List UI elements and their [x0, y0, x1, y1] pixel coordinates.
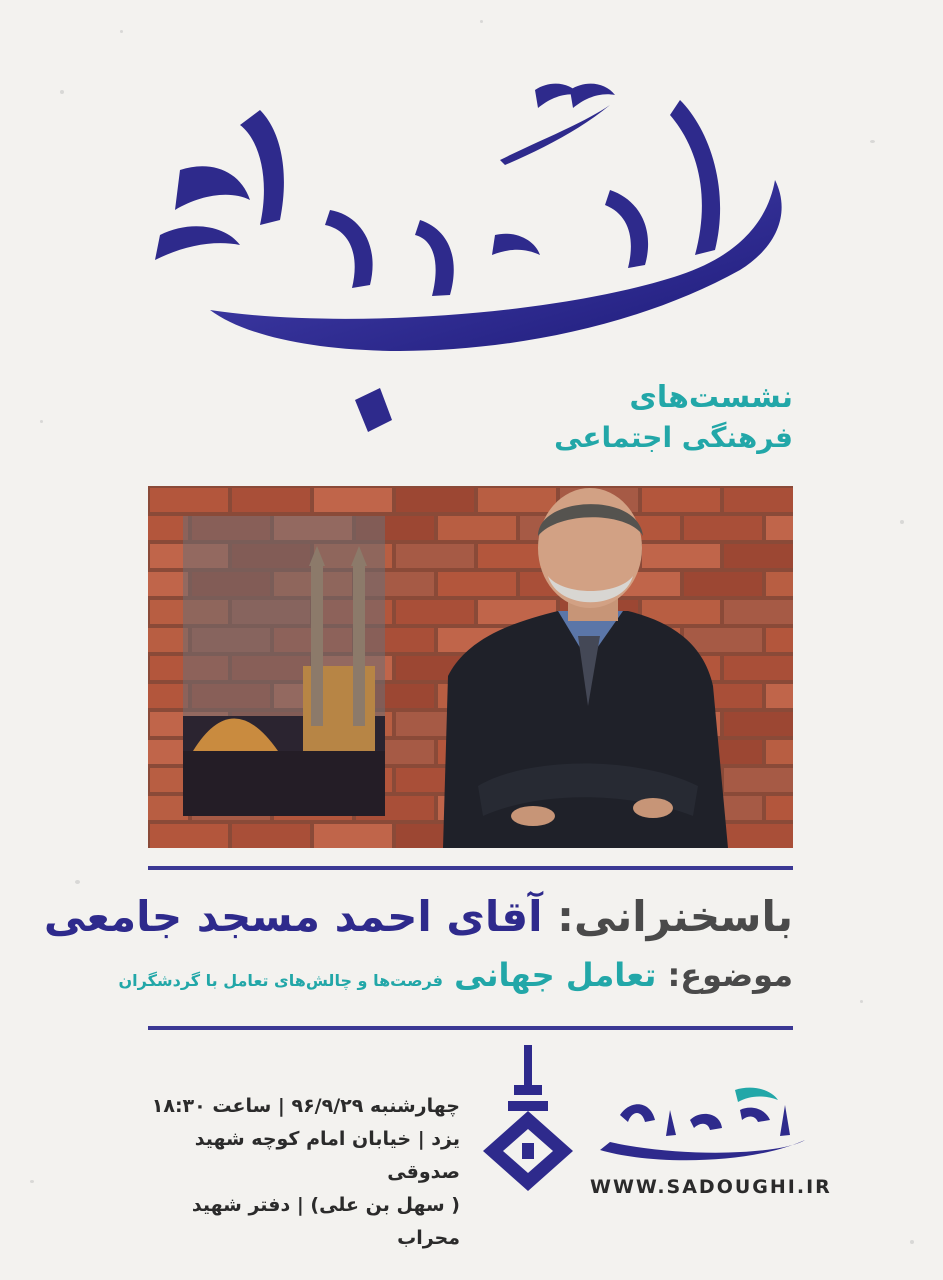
event-venue: ( سهل بن علی) | دفتر شهید محراب	[191, 1194, 460, 1249]
brick	[150, 488, 228, 512]
brick	[314, 824, 392, 848]
poster-subtitle	[554, 378, 793, 458]
brick	[766, 516, 793, 540]
brick	[766, 628, 793, 652]
speaker-name: آقای احمد مسجد جامعی	[43, 892, 543, 941]
brick	[148, 740, 188, 764]
brick	[766, 796, 793, 820]
subtitle-line-2: فرهنگی اجتماعی	[554, 421, 793, 454]
subtitle-line-1: نشست‌های	[629, 380, 793, 415]
brick	[232, 824, 310, 848]
speaker-photo	[148, 486, 793, 848]
organizer-website[interactable]: WWW.SADOUGHI.IR	[590, 1176, 832, 1198]
brick	[148, 572, 188, 596]
event-details	[150, 1090, 460, 1255]
brick	[314, 488, 392, 512]
organizer-logo	[590, 1080, 820, 1170]
topic-label: موضوع:	[656, 956, 793, 994]
organizer-logo-icon	[478, 1045, 578, 1195]
brick	[148, 516, 188, 540]
divider-top	[148, 866, 793, 870]
mosque-image	[183, 516, 385, 816]
topic-main: تعامل جهانی	[443, 956, 657, 994]
brick	[148, 628, 188, 652]
brick	[766, 572, 793, 596]
event-date-time: چهارشنبه ۹۶/۹/۲۹ | ساعت ۱۸:۳۰	[151, 1095, 460, 1117]
event-address: یزد | خیابان امام کوچه شهید صدوقی	[194, 1128, 460, 1183]
brick	[766, 740, 793, 764]
topic-line	[118, 956, 793, 994]
brick	[148, 684, 188, 708]
speaker-portrait	[438, 486, 748, 848]
brick	[148, 796, 188, 820]
speaker-line	[44, 892, 793, 941]
brick	[766, 684, 793, 708]
divider-bottom	[148, 1026, 793, 1030]
speaker-label: باسخنرانی:	[542, 892, 793, 941]
brick	[232, 488, 310, 512]
brick	[150, 824, 228, 848]
topic-subtitle: فرصت‌ها و چالش‌های تعامل با گردشگران	[118, 971, 443, 990]
